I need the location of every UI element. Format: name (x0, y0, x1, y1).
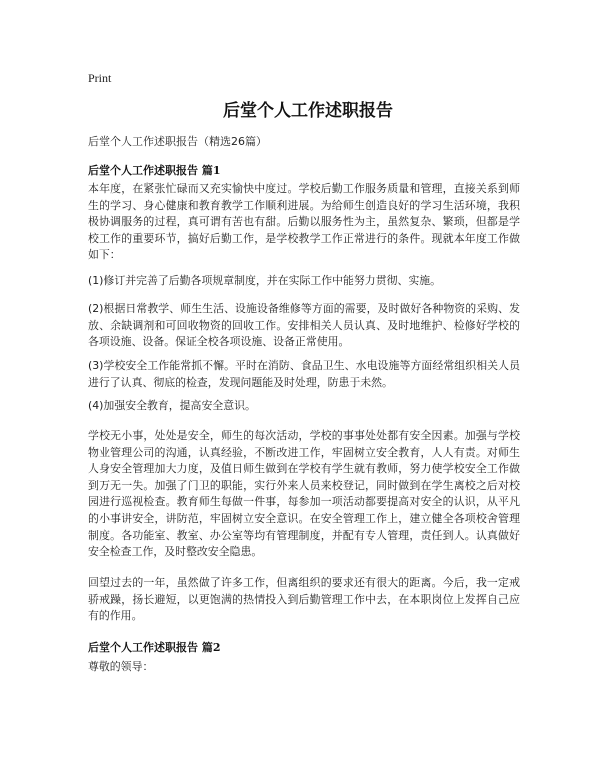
page-title: 后堂个人工作述职报告 (223, 101, 393, 121)
document-subtitle: 后堂个人工作述职报告（精选26篇） (88, 135, 267, 148)
paragraph-item-1: (1)修订并完善了后勤各项规章制度，并在实际工作中能努力贯彻、实施。 (88, 274, 442, 287)
paragraph-conclusion: 回望过去的一年，虽然做了许多工作，但离组织的要求还有很大的距离。今后，我一定戒骄戒躁，扬长避短，以更饱满的热情投入到后勤管理工作中去，在本职岗位上发挥自己应有的作用。 (88, 576, 520, 623)
paragraph-intro: 本年度，在紧张忙碌而又充实愉快中度过。学校后勤工作服务质量和管理，直接关系到师生的学习、身心健康和教育教学工作顺利进展。为给师生创造良好的学习生活环境，我积极协调服务的过程，真可谓有苦也有甜。后勤以服务性为主，虽然复杂、繁琐，但都是学校工作的重要环节，搞好后勤工作，是学校教学工作正常进行的条件。现就本年度工作做如下： (88, 182, 520, 262)
paragraph-salutation: 尊敬的领导： (88, 660, 154, 673)
paragraph-item-3: (3)学校安全工作能常抓不懈。平时在消防、食品卫生、水电设施等方面经常组织相关人员进行了认真、彻底的检查，发现问题能及时处理，防患于未然。 (88, 359, 520, 389)
paragraph-safety: 学校无小事，处处是安全，师生的每次活动，学校的事事处处都有安全因素。加强与学校物业管理公司的沟通，认真经验，不断改进工作，牢固树立安全教育，人人有责。对师生人身安全管理加大力度，及值日师生做到在学校有学生就有教师，努力使学校安全工作做到万无一失。加强了门卫的职能，实行外来人员来校登记，同时做到在学生离校之后对校园进行巡视检查。教育师生每做一件事，每参加一项活动都要提高对安全的认识，从平凡的小事讲安全，讲防范，牢固树立安全意识。在安全管理工作上，建立健全各项校舍管理制度。各功能室、教室、办公室等均有管理制度，并配有专人管理，责任到人。认真做好安全检查工作，及时整改安全隐患。 (88, 429, 520, 559)
print-link[interactable]: Print (88, 71, 112, 85)
paragraph-item-4: (4)加强安全教育，提高安全意识。 (88, 399, 256, 412)
section-heading-2: 后堂个人工作述职报告 篇2 (88, 641, 221, 654)
paragraph-item-2: (2)根据日常教学、师生生活、设施设备维修等方面的需要，及时做好各种物资的采购、发放、余缺调剂和可回收物资的回收工作。安排相关人员认真、及时地维护、检修好学校的各项设施、设备。保证全校各项设施、设备正常使用。 (88, 302, 520, 349)
section-heading-1: 后堂个人工作述职报告 篇1 (88, 164, 221, 177)
